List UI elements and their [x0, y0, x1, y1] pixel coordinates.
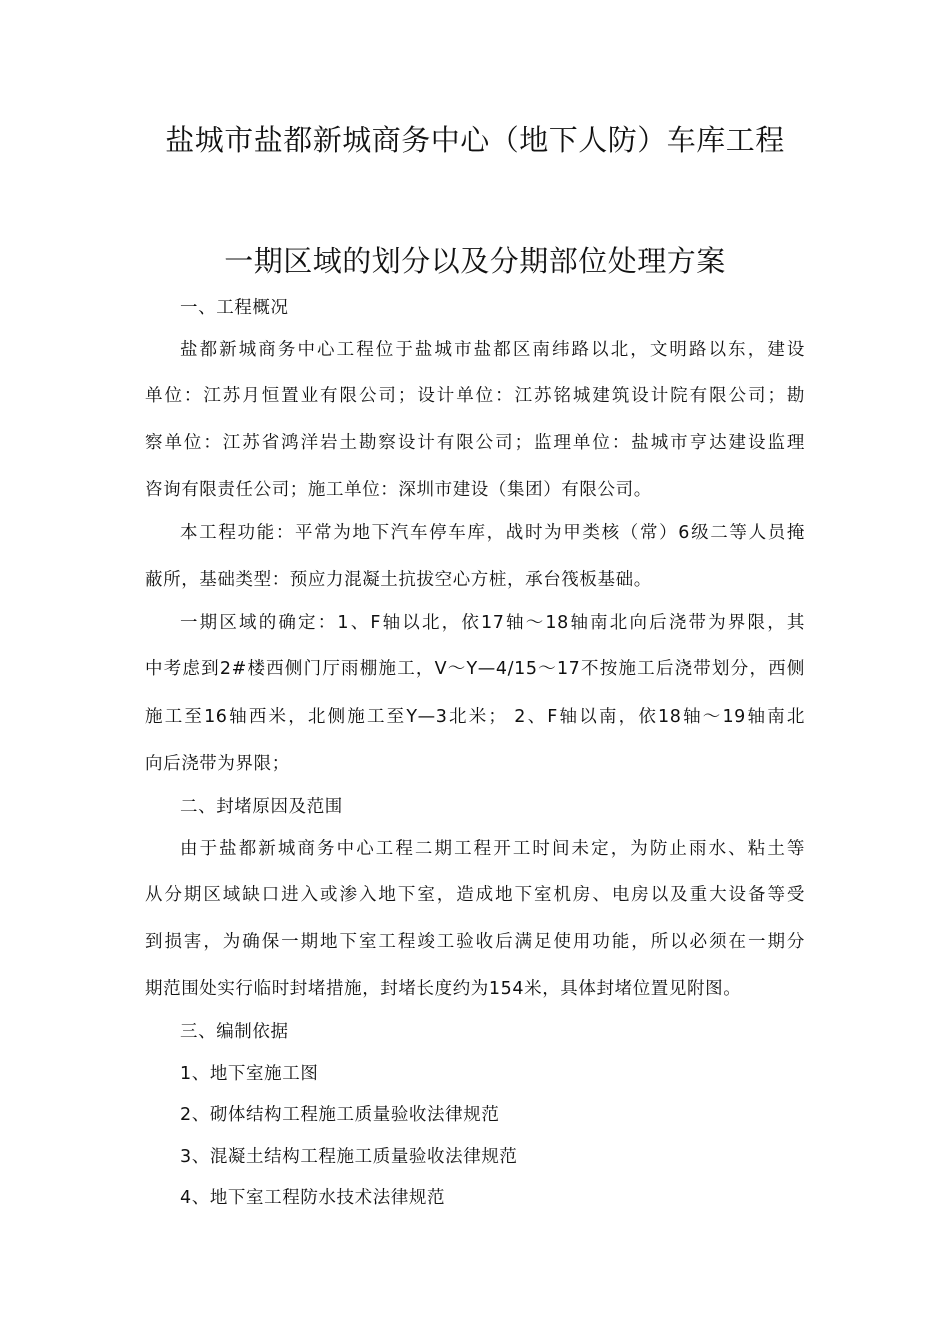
document-title-line2: 一期区域的划分以及分期部位处理方案: [224, 244, 726, 278]
overview-paragraph2-line: 本工程功能：平常为地下汽车停车库，战时为甲类核（常）6级二等人员掩: [180, 523, 805, 543]
basis-list-item: 3、混凝土结构工程施工质量验收法律规范: [180, 1147, 518, 1167]
sealing-paragraph-line: 从分期区域缺口进入或渗入地下室，造成地下室机房、电房以及重大设备等受: [145, 885, 805, 905]
overview-paragraph2-line: 蔽所，基础类型：预应力混凝土抗拔空心方桩，承台筏板基础。: [145, 570, 652, 590]
basis-list-item: 2、砌体结构工程施工质量验收法律规范: [180, 1105, 500, 1125]
overview-paragraph1-line: 盐都新城商务中心工程位于盐城市盐都区南纬路以北，文明路以东，建设: [180, 340, 805, 360]
section-heading-basis: 三、编制依据: [180, 1022, 289, 1042]
overview-paragraph1-line: 察单位：江苏省鸿洋岩土勘察设计有限公司；监理单位：盐城市亨达建设监理: [145, 433, 805, 453]
overview-paragraph1-line: 咨询有限责任公司；施工单位：深圳市建设（集团）有限公司。: [145, 480, 652, 500]
overview-paragraph3-line: 中考虑到2#楼西侧门厅雨棚施工，V～Y—4/15～17不按施工后浇带划分，西侧: [145, 659, 805, 679]
sealing-paragraph-line: 由于盐都新城商务中心工程二期工程开工时间未定，为防止雨水、粘土等: [180, 839, 805, 859]
sealing-paragraph-line: 到损害，为确保一期地下室工程竣工验收后满足使用功能，所以必须在一期分: [145, 932, 805, 952]
section-heading-overview: 一、工程概况: [180, 298, 289, 318]
overview-paragraph3-line: 向后浇带为界限；: [145, 754, 290, 774]
overview-paragraph3-line: 施工至16轴西米，北侧施工至Y—3北米； 2、F轴以南，依18轴～19轴南北: [145, 707, 805, 727]
basis-list-item: 4、地下室工程防水技术法律规范: [180, 1188, 446, 1208]
section-heading-sealing: 二、封堵原因及范围: [180, 797, 343, 817]
overview-paragraph1-line: 单位：江苏月恒置业有限公司；设计单位：江苏铭城建筑设计院有限公司；勘: [145, 386, 805, 406]
sealing-paragraph-line: 期范围处实行临时封堵措施，封堵长度约为154米，具体封堵位置见附图。: [145, 979, 742, 999]
overview-paragraph3-line: 一期区域的确定：1、F轴以北，依17轴～18轴南北向后浇带为界限，其: [180, 613, 805, 633]
document-title-line1: 盐城市盐都新城商务中心（地下人防）车库工程: [165, 123, 785, 157]
basis-list-item: 1、地下室施工图: [180, 1064, 319, 1084]
